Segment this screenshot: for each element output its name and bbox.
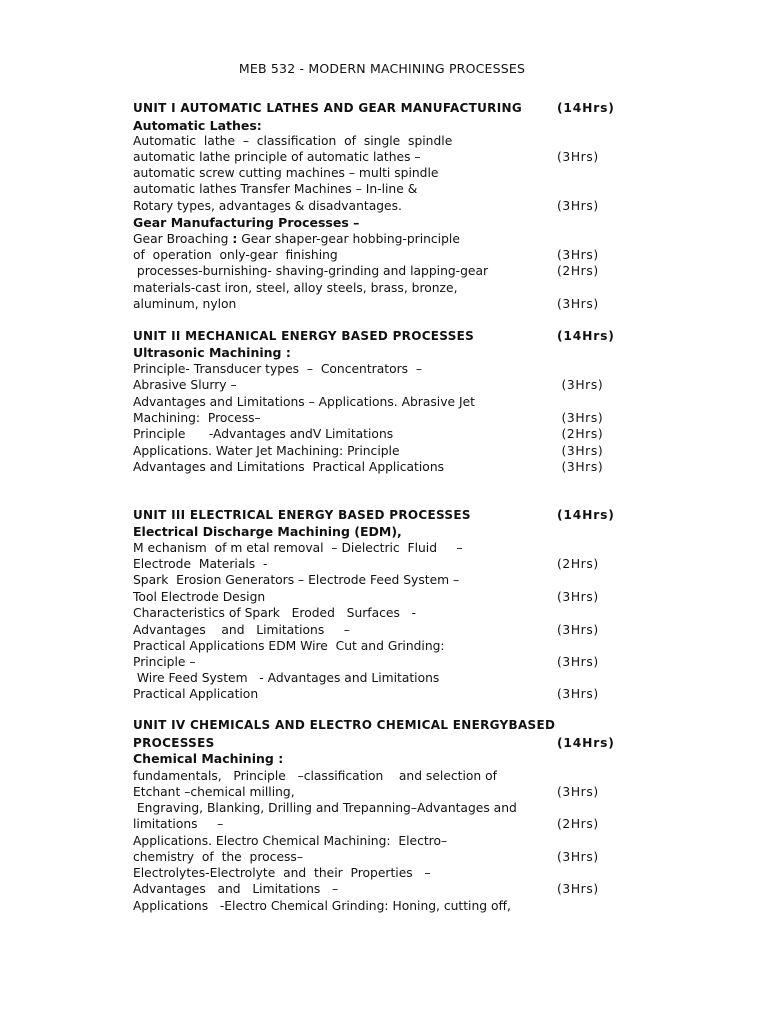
text-line [0, 670, 768, 686]
unit-1-hours: (14Hrs) [557, 101, 615, 115]
unit-2-heading: UNIT II MECHANICAL ENERGY BASED PROCESSES [133, 329, 475, 343]
text-line [0, 881, 768, 897]
text-line [0, 768, 768, 784]
text-line [0, 377, 768, 393]
line-text: Wire Feed System - Advantages and Limitations [133, 671, 440, 685]
line-hours: (3Hrs) [557, 655, 599, 669]
text-line [0, 865, 768, 881]
line-text: Etchant –chemical milling, [133, 785, 295, 799]
line-text: Applications. Electro Chemical Machining: Electro– [133, 834, 448, 848]
line-text: Abrasive Slurry – [133, 378, 237, 392]
line-text: Advantages and Limitations Practical Applications [133, 460, 445, 474]
line-text: automatic lathe principle of automatic lathes – [133, 150, 421, 164]
line-text: Electrode Materials - [133, 557, 268, 571]
line-text: automatic screw cutting machines – multi spindle [133, 166, 439, 180]
document-title: MEB 532 - MODERN MACHINING PROCESSES [238, 61, 526, 76]
text-line [0, 426, 768, 442]
unit-4-hours: (14Hrs) [557, 736, 615, 750]
section-gear-manufacturing-title: Gear Manufacturing Processes – [133, 215, 360, 230]
line-text: Practical Applications EDM Wire Cut and Grinding: [133, 639, 445, 653]
line-hours: (3Hrs) [557, 297, 599, 311]
section-ultrasonic-title: Ultrasonic Machining : [133, 345, 291, 360]
line-text: Principle -Advantages andV Limitations [133, 427, 394, 441]
gear-broaching-colon: : [232, 232, 238, 246]
section-chemical-machining-title: Chemical Machining : [133, 751, 284, 766]
text-line [0, 361, 768, 377]
text-line [0, 816, 768, 832]
text-line [0, 784, 768, 800]
unit-3-heading: UNIT III ELECTRICAL ENERGY BASED PROCESSES [133, 508, 471, 522]
line-text: Electrolytes-Electrolyte and their Properties – [133, 866, 431, 880]
text-line [0, 540, 768, 556]
text-line [0, 589, 768, 605]
line-text: Applications -Electro Chemical Grinding: Honing, cutting off, [133, 899, 511, 913]
text-line [0, 638, 768, 654]
line-hours: (3Hrs) [557, 882, 599, 896]
line-text: aluminum, nylon [133, 297, 237, 311]
text-line [0, 231, 768, 247]
line-text: Rotary types, advantages & disadvantages. [133, 199, 402, 213]
line-text: M echanism of m etal removal – Dielectric Fluid – [133, 541, 463, 555]
line-text: Advantages and Limitations – Applications. Abrasive Jet [133, 395, 475, 409]
line-text: Advantages and Limitations – [133, 623, 350, 637]
line-text: Tool Electrode Design [133, 590, 266, 604]
line-hours: (3Hrs) [557, 199, 599, 213]
text-line [0, 459, 768, 475]
line-text: Engraving, Blanking, Drilling and Trepanning–Advantages and [133, 801, 517, 815]
line-hours: (3Hrs) [557, 623, 599, 637]
text-line [0, 133, 768, 149]
text-line [0, 898, 768, 914]
line-text: Applications. Water Jet Machining: Principle [133, 444, 400, 458]
line-hours: (3Hrs) [557, 411, 604, 425]
line-hours: (3Hrs) [557, 590, 599, 604]
line-hours: (2Hrs) [557, 264, 599, 278]
line-hours: (2Hrs) [557, 817, 599, 831]
gear-broaching-rest: Gear shaper-gear hobbing-principle [237, 232, 460, 246]
text-line [0, 654, 768, 670]
unit-4-heading: UNIT IV CHEMICALS AND ELECTRO CHEMICAL ENERGYBASED [133, 718, 556, 732]
gear-broaching-label: Gear Broaching [133, 232, 233, 246]
line-text: Principle – [133, 655, 196, 669]
line-hours: (3Hrs) [557, 378, 604, 392]
text-line [0, 849, 768, 865]
text-line [0, 165, 768, 181]
text-line [0, 443, 768, 459]
text-line [0, 280, 768, 296]
line-hours: (3Hrs) [557, 687, 599, 701]
text-line [0, 686, 768, 702]
text-line [0, 572, 768, 588]
text-line [0, 247, 768, 263]
line-hours: (2Hrs) [557, 557, 599, 571]
line-text: Spark Erosion Generators – Electrode Feed System – [133, 573, 460, 587]
text-line [0, 833, 768, 849]
line-hours: (3Hrs) [557, 850, 599, 864]
line-hours: (3Hrs) [557, 248, 599, 262]
line-text: Principle- Transducer types – Concentrators – [133, 362, 423, 376]
section-edm-title: Electrical Discharge Machining (EDM), [133, 524, 402, 539]
section-automatic-lathes-title: Automatic Lathes: [133, 118, 262, 133]
text-line [0, 181, 768, 197]
unit-2-hours: (14Hrs) [557, 329, 615, 343]
line-text: of operation only-gear finishing [133, 248, 338, 262]
line-text: Machining: Process– [133, 411, 261, 425]
line-text: chemistry of the process– [133, 850, 303, 864]
line-hours: (3Hrs) [557, 785, 599, 799]
text-line [0, 800, 768, 816]
line-hours: (3Hrs) [557, 444, 604, 458]
text-line [0, 394, 768, 410]
line-hours: (2Hrs) [557, 427, 604, 441]
unit-4-heading-continued: PROCESSES [133, 736, 215, 750]
line-text: processes-burnishing- shaving-grinding and lapping-gear [133, 264, 489, 278]
line-text: materials-cast iron, steel, alloy steels, brass, bronze, [133, 281, 458, 295]
line-text: fundamentals, Principle –classification and selection of [133, 769, 497, 783]
text-line [0, 296, 768, 312]
line-text: Practical Application [133, 687, 259, 701]
text-line [0, 149, 768, 165]
line-text: Advantages and Limitations – [133, 882, 339, 896]
text-line [0, 410, 768, 426]
unit-1-heading: UNIT I AUTOMATIC LATHES AND GEAR MANUFACTURING [133, 101, 522, 115]
text-line [0, 622, 768, 638]
line-text: Characteristics of Spark Eroded Surfaces - [133, 606, 417, 620]
unit-3-hours: (14Hrs) [557, 508, 615, 522]
text-line [0, 605, 768, 621]
line-text: automatic lathes Transfer Machines – In-line & [133, 182, 418, 196]
line-hours: (3Hrs) [557, 150, 599, 164]
line-hours: (3Hrs) [557, 460, 604, 474]
text-line [0, 198, 768, 214]
line-text [133, 231, 460, 247]
text-line [0, 556, 768, 572]
line-text: Automatic lathe – classification of single spindle [133, 134, 453, 148]
text-line [0, 263, 768, 279]
line-text: limitations – [133, 817, 224, 831]
